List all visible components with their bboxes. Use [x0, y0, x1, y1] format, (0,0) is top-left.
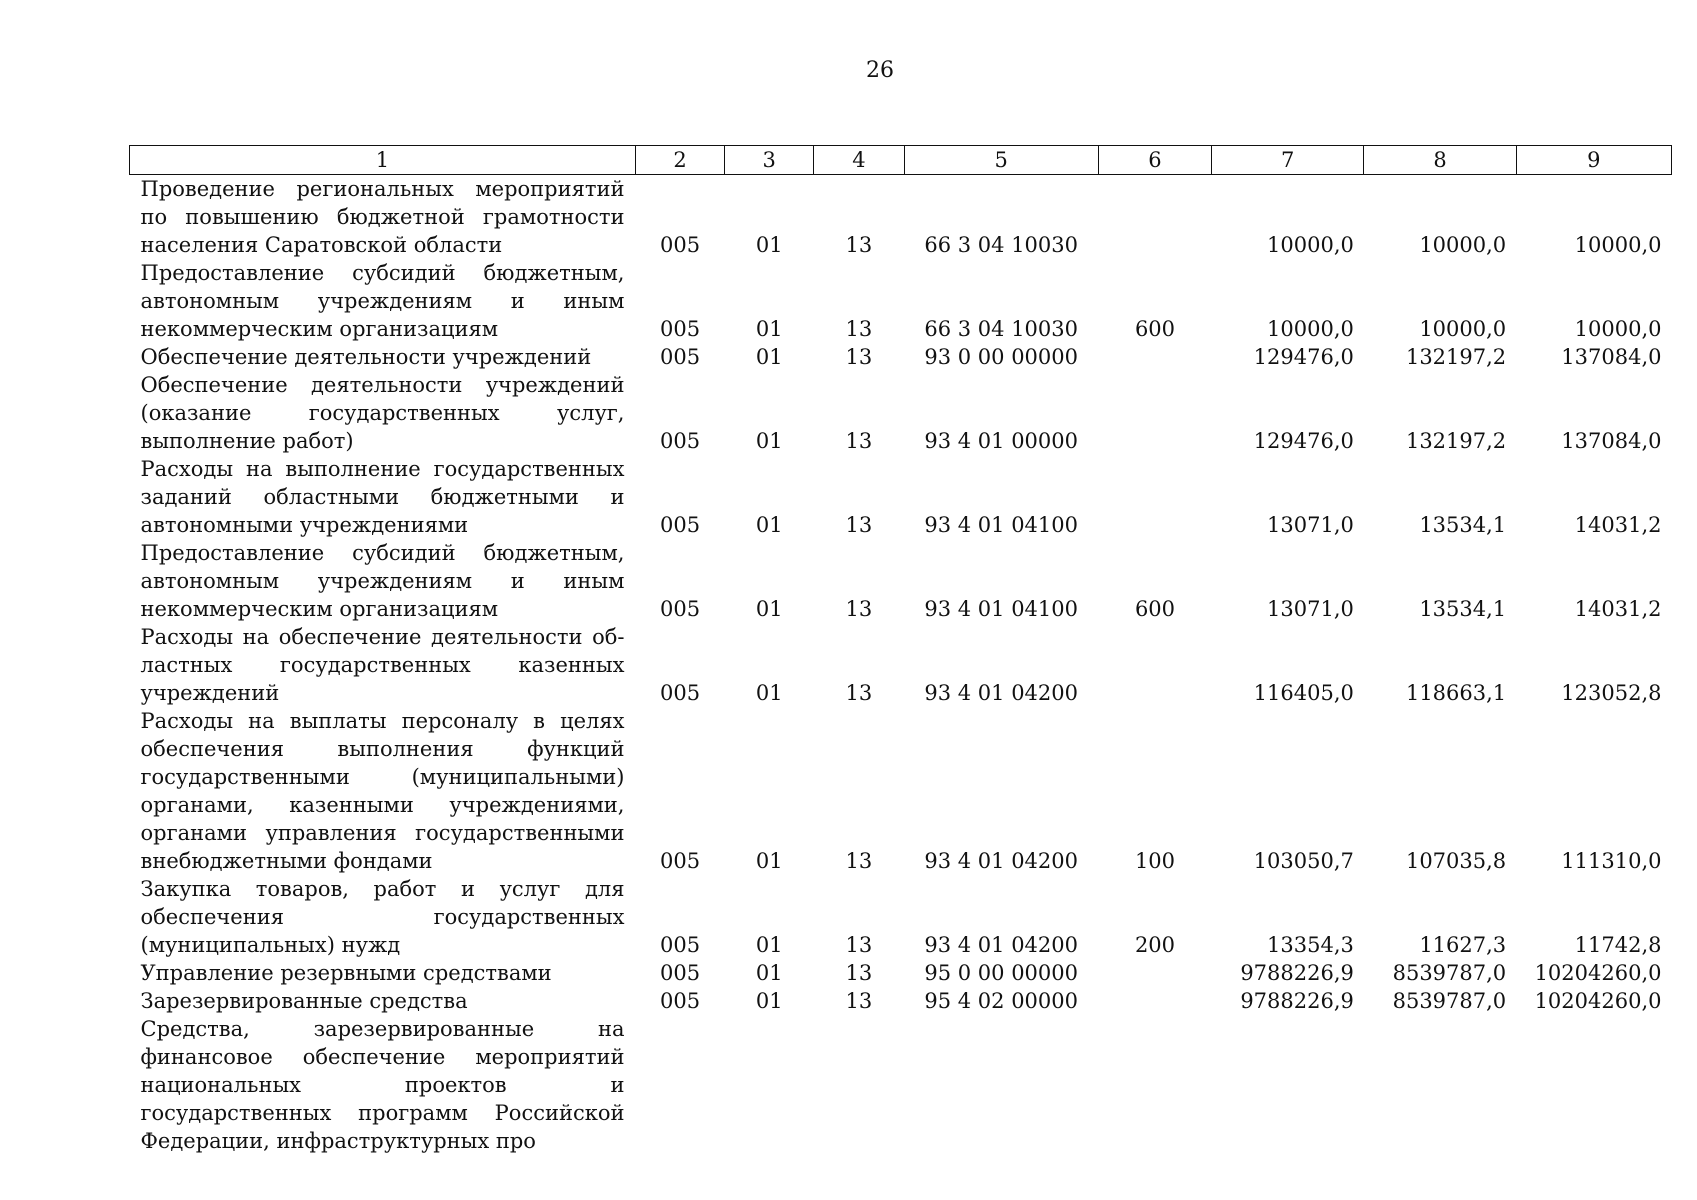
expense-name: Расходы на обеспечение деятельности областных государственных казенных учреждений [140, 625, 625, 705]
expense-type-code [1098, 623, 1211, 707]
expense-name: Предоставление субсидий бюджетным, автономным учреждениям и иным некоммерческим организациям [140, 261, 625, 341]
table-row [130, 343, 1672, 371]
subsection-code: 13 [845, 317, 873, 341]
expense-type-code [1098, 343, 1211, 371]
table-row [130, 875, 1672, 959]
target-article-code: 93 4 01 00000 [924, 429, 1078, 453]
expense-name: Расходы на выполнение государственных заданий областными бюджетными и автономными учреждениями [140, 457, 625, 537]
ministry-code: 005 [660, 597, 701, 621]
table-row [130, 175, 1672, 260]
header-col-4: 4 [814, 146, 904, 175]
ministry-code: 005 [660, 849, 701, 873]
ministry-code: 005 [660, 513, 701, 537]
table-row [130, 455, 1672, 539]
expense-type-code: 600 [1134, 317, 1176, 341]
target-article-code: 93 4 01 04200 [924, 681, 1078, 705]
amount-year-1: 103050,7 [1253, 849, 1354, 873]
subsection-code [814, 1015, 904, 1155]
subsection-code: 13 [845, 961, 873, 985]
subsection-code: 13 [845, 233, 873, 257]
amount-year-1: 10000,0 [1267, 317, 1354, 341]
expense-name: Обеспечение деятельности учреждений (оказание государственных услуг, выполнение работ) [140, 373, 625, 453]
target-article-code: 93 4 01 04100 [924, 597, 1078, 621]
amount-year-3: 11742,8 [1574, 933, 1662, 957]
budget-table [129, 145, 1672, 1155]
amount-year-1: 9788226,9 [1240, 961, 1354, 985]
amount-year-1: 129476,0 [1253, 429, 1354, 453]
amount-year-1: 9788226,9 [1240, 989, 1354, 1013]
amount-year-3: 137084,0 [1561, 429, 1662, 453]
amount-year-1: 10000,0 [1267, 233, 1354, 257]
amount-year-3: 10204260,0 [1534, 989, 1662, 1013]
target-article-code: 66 3 04 10030 [924, 317, 1078, 341]
amount-year-2: 107035,8 [1405, 849, 1507, 873]
amount-year-2: 13534,1 [1419, 513, 1507, 537]
expense-type-code: 200 [1134, 933, 1176, 957]
amount-year-3: 14031,2 [1574, 513, 1662, 537]
expense-type-code: 600 [1134, 597, 1176, 621]
header-col-8: 8 [1364, 146, 1516, 175]
amount-year-2: 8539787,0 [1392, 961, 1507, 985]
amount-year-3 [1516, 1015, 1671, 1155]
ministry-code: 005 [660, 345, 701, 369]
section-code: 01 [755, 345, 783, 369]
header-col-2: 2 [635, 146, 724, 175]
target-article-code: 95 4 02 00000 [924, 989, 1078, 1013]
target-article-code: 93 0 00 00000 [924, 345, 1078, 369]
expense-type-code [1098, 987, 1211, 1015]
expense-name: Управление резервными средствами [140, 961, 552, 985]
subsection-code: 13 [845, 849, 873, 873]
section-code: 01 [755, 989, 783, 1013]
amount-year-2: 132197,2 [1405, 345, 1507, 369]
ministry-code: 005 [660, 989, 701, 1013]
target-article-code: 93 4 01 04200 [924, 933, 1078, 957]
expense-type-code [1098, 455, 1211, 539]
expense-name: Средства, зарезервированные на финансовое обеспечение мероприятий национальных проектов и государственных программ Российской Федерации, инфраструктурных про [140, 1017, 625, 1153]
section-code [725, 1015, 814, 1155]
amount-year-3: 123052,8 [1561, 681, 1662, 705]
amount-year-3: 10000,0 [1574, 317, 1662, 341]
target-article-code [904, 1015, 1098, 1155]
table-row [130, 987, 1672, 1015]
table-body [130, 175, 1672, 1156]
expense-type-code [1098, 959, 1211, 987]
amount-year-1 [1212, 1015, 1364, 1155]
section-code: 01 [755, 429, 783, 453]
amount-year-3: 10204260,0 [1534, 961, 1662, 985]
amount-year-3: 137084,0 [1561, 345, 1662, 369]
ministry-code: 005 [660, 233, 701, 257]
target-article-code: 93 4 01 04200 [924, 849, 1078, 873]
table-row [130, 539, 1672, 623]
amount-year-2: 13534,1 [1419, 597, 1507, 621]
expense-type-code [1098, 1015, 1211, 1155]
header-row [130, 146, 1672, 175]
header-col-1: 1 [130, 146, 636, 175]
ministry-code: 005 [660, 429, 701, 453]
target-article-code: 93 4 01 04100 [924, 513, 1078, 537]
table-row [130, 259, 1672, 343]
subsection-code: 13 [845, 597, 873, 621]
table-row [130, 1015, 1672, 1155]
table-header [130, 146, 1672, 175]
subsection-code: 13 [845, 933, 873, 957]
subsection-code: 13 [845, 513, 873, 537]
table-row [130, 959, 1672, 987]
section-code: 01 [755, 513, 783, 537]
amount-year-2: 8539787,0 [1392, 989, 1507, 1013]
expense-type-code [1098, 371, 1211, 455]
table-row [130, 623, 1672, 707]
ministry-code: 005 [660, 681, 701, 705]
expense-name: Закупка товаров, работ и услуг для обеспечения государственных (муниципальных) нужд [140, 877, 625, 957]
section-code: 01 [755, 961, 783, 985]
amount-year-1: 13071,0 [1267, 597, 1354, 621]
header-col-7: 7 [1212, 146, 1364, 175]
section-code: 01 [755, 933, 783, 957]
amount-year-3: 10000,0 [1574, 233, 1662, 257]
section-code: 01 [755, 681, 783, 705]
amount-year-2: 132197,2 [1405, 429, 1507, 453]
amount-year-2 [1364, 1015, 1516, 1155]
subsection-code: 13 [845, 429, 873, 453]
amount-year-2: 118663,1 [1405, 681, 1507, 705]
section-code: 01 [755, 317, 783, 341]
ministry-code: 005 [660, 933, 701, 957]
header-col-5: 5 [904, 146, 1098, 175]
section-code: 01 [755, 849, 783, 873]
amount-year-2: 11627,3 [1419, 933, 1507, 957]
expense-name: Предоставление субсидий бюджетным, автономным учреждениям и иным некоммерческим организациям [140, 541, 625, 621]
expense-name: Зарезервированные средства [140, 989, 468, 1013]
ministry-code: 005 [660, 961, 701, 985]
expense-type-code [1098, 175, 1211, 260]
amount-year-3: 14031,2 [1574, 597, 1662, 621]
expense-name: Расходы на выплаты персоналу в целях обеспечения выполнения функций государственными (муниципальными) органами, казенными учреждениями, органами управления государственными внебюджетными фондами [140, 709, 625, 873]
amount-year-1: 13071,0 [1267, 513, 1354, 537]
section-code: 01 [755, 597, 783, 621]
target-article-code: 66 3 04 10030 [924, 233, 1078, 257]
header-col-9: 9 [1516, 146, 1671, 175]
amount-year-2: 10000,0 [1419, 317, 1507, 341]
table-row [130, 707, 1672, 875]
amount-year-1: 13354,3 [1267, 933, 1354, 957]
table-row [130, 371, 1672, 455]
header-col-6: 6 [1098, 146, 1211, 175]
ministry-code [635, 1015, 724, 1155]
amount-year-2: 10000,0 [1419, 233, 1507, 257]
amount-year-1: 129476,0 [1253, 345, 1354, 369]
header-col-3: 3 [725, 146, 814, 175]
expense-name: Проведение региональных мероприятий по повышению бюджетной грамотности населения Саратовской области [140, 177, 625, 257]
subsection-code: 13 [845, 989, 873, 1013]
amount-year-3: 111310,0 [1561, 849, 1662, 873]
expense-type-code: 100 [1134, 849, 1176, 873]
page-number: 26 [866, 58, 894, 83]
section-code: 01 [755, 233, 783, 257]
target-article-code: 95 0 00 00000 [924, 961, 1078, 985]
subsection-code: 13 [845, 345, 873, 369]
amount-year-1: 116405,0 [1253, 681, 1354, 705]
ministry-code: 005 [660, 317, 701, 341]
subsection-code: 13 [845, 681, 873, 705]
expense-name: Обеспечение деятельности учреждений [140, 345, 592, 369]
